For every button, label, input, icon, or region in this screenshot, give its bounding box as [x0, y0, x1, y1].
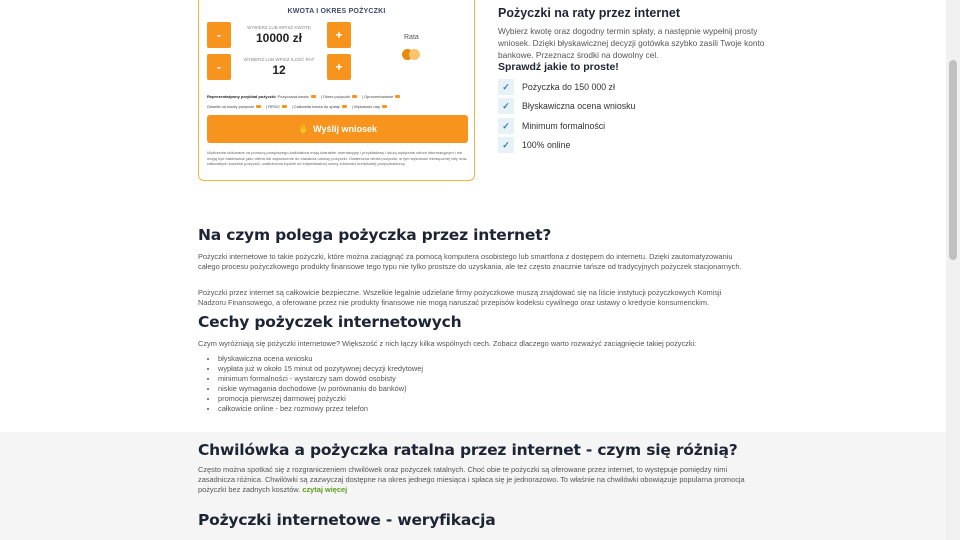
article-paragraph: Czym wyróżniają się pożyczki internetowe? Większość z nich łączy kilka wspólnych cech. Zobacz dlaczego warto rozważyć zaciągnięcie takiej pożyczki: — [198, 339, 697, 348]
feature-item — [498, 137, 570, 153]
list-item: • całkowicie online - bez rozmowy przez telefon — [218, 404, 423, 414]
amount-field[interactable] — [231, 22, 327, 48]
installments-minus-button[interactable]: - — [207, 54, 231, 80]
check-icon: ✓ — [498, 98, 514, 114]
rep-item: Oprocentowanie — [364, 94, 394, 99]
calculator-title: KWOTA I OKRES POŻYCZKI — [287, 8, 386, 15]
loan-calculator — [198, 0, 475, 181]
rate-label: Rata — [404, 34, 419, 41]
feature-label: Pożyczka do 150 000 zł — [522, 82, 615, 92]
submit-application-button[interactable] — [207, 115, 468, 143]
article-title-features: Cechy pożyczek internetowych — [198, 313, 462, 331]
rep-item: Pożyczana kwota — [277, 94, 309, 99]
article-title-difference: Chwilówka a pożyczka ratalna przez internet - czym się różnią? — [198, 441, 738, 459]
money-hand-icon: ✋ — [297, 123, 310, 134]
coins-icon — [402, 49, 422, 61]
check-icon: ✓ — [498, 79, 514, 95]
list-item: • wypłata już w około 15 minut od pozytywnej decyzji kredytowej — [218, 364, 423, 374]
amount-minus-button[interactable]: - — [207, 22, 231, 48]
representative-example: Reprezentatywny przykład pożyczki: Pożyczana kwota | Okres pożyczki | Oprocentowanie Odsetki od kwoty pożyczki | RRSO | Całkowita kwota do spłaty | Wysokość raty — [207, 92, 467, 112]
list-item: • błyskawiczna ocena wniosku — [218, 354, 423, 364]
features-list — [198, 354, 423, 414]
article-paragraph: Pożyczki przez internet są całkowicie bezpieczne. Wszelkie legalnie udzielane firmy pożyczkowe muszą znajdować się na liście instytucji pożyczkowych Komisji Nadzoru Finansowego, a oferowane przez nie produkty finansowe nie mogą naruszać przepisów kodeksu cywilnego oraz ustawy o kredycie konsumenckim. — [198, 288, 722, 307]
rep-item: Odsetki od kwoty pożyczki — [207, 104, 254, 109]
feature-label: 100% online — [522, 140, 571, 150]
amount-value[interactable]: 10000 zł — [255, 31, 303, 45]
page-scrollbar[interactable] — [946, 0, 960, 540]
rep-item: Całkowita kwota do spłaty — [293, 104, 340, 109]
read-more-link[interactable]: czytaj więcej — [302, 485, 348, 494]
article-paragraph: Pożyczki internetowe to takie pożyczki, które można zaciągnąć za pomocą komputera osobistego lub smartfona z dostępem do internetu. Dzięki zautomatyzowaniu całego procesu pożyczkowego produkty finansowe tego typu nie tylko prostsze do uzyskania, ale też często znacznie tańsze od tradycyjnych pożyczek stacjonarnych. — [198, 252, 742, 271]
scrollbar-thumb[interactable] — [949, 60, 957, 260]
rep-item: RRSO — [268, 104, 280, 109]
check-icon: ✓ — [498, 137, 514, 153]
amount-plus-button[interactable]: + — [327, 22, 351, 48]
article-text: Często można spotkać się z rozgraniczeniem chwilówek oraz pożyczek ratalnych. Choć obie te pożyczki są oferowane przez internet, to występuje pomiędzy nimi zasadnicza różnica. Chwilówki są zazwyczaj dostępne na okres jednego miesiąca i spłaca się je jednorazowo. To właśnie na chwilówki obowiązuje popularna promocja pożyczki bez żadnych kosztów. — [198, 465, 745, 494]
promo-title: Pożyczki na raty przez internet — [498, 6, 681, 20]
amount-label: WYBIERZ LUB WPISZ KWOTĘ — [247, 25, 311, 30]
installments-plus-button[interactable]: + — [327, 54, 351, 80]
feature-item — [498, 98, 635, 114]
submit-label: Wyślij wniosek — [313, 124, 378, 134]
article-paragraph — [198, 465, 748, 495]
feature-label: Minimum formalności — [522, 121, 606, 131]
feature-item — [498, 79, 615, 95]
rep-item: Wysokość raty — [353, 104, 380, 109]
list-item: • minimum formalności - wystarczy sam dowód osobisty — [218, 374, 423, 384]
list-item: • niskie wymagania dochodowe (w porównaniu do banków) — [218, 384, 423, 394]
article-title-online-loan: Na czym polega pożyczka przez internet? — [198, 226, 552, 244]
rep-item: Okres pożyczki — [322, 94, 350, 99]
installments-label: WYBIERZ LUB WPISZ ILOŚĆ RAT — [243, 57, 315, 62]
article-title-verification: Pożyczki internetowe - weryfikacja — [198, 511, 496, 529]
installments-field[interactable] — [231, 54, 327, 80]
calculator-disclaimer: Wyliczenia dokonane za pomocą powyższego kalkulatora mają charakter orientacyjny i przykładowy i służą wyłącznie celom informacyjnym i nie mogą być traktowane jako oferta lub zaproszenie do zawarcia umowy pożyczki. Ostateczna oferta pożyczki, w tym wysokość miesięcznej raty oraz całkowitych kosztów pożyczki, uzależniona będzie od indywidualnej oceny zdolności kredytowej pożyczkobiorcy. — [207, 150, 467, 167]
list-item: • promocja pierwszej darmowej pożyczki — [218, 394, 423, 404]
check-icon: ✓ — [498, 118, 514, 134]
promo-subtitle: Sprawdź jakie to proste! — [498, 61, 619, 73]
promo-description: Wybierz kwotę oraz dogodny termin spłaty, a następnie wypełnij prosty wniosek. Dzięki błyskawicznej decyzji gotówka szybko zasili Twoje konto bankowe. Przeznacz środki na dowolny cel. — [498, 26, 765, 60]
feature-item — [498, 118, 605, 134]
installments-value[interactable]: 12 — [272, 63, 286, 77]
rep-example-title: Reprezentatywny przykład pożyczki: — [207, 94, 277, 99]
feature-label: Błyskawiczna ocena wniosku — [522, 101, 636, 111]
